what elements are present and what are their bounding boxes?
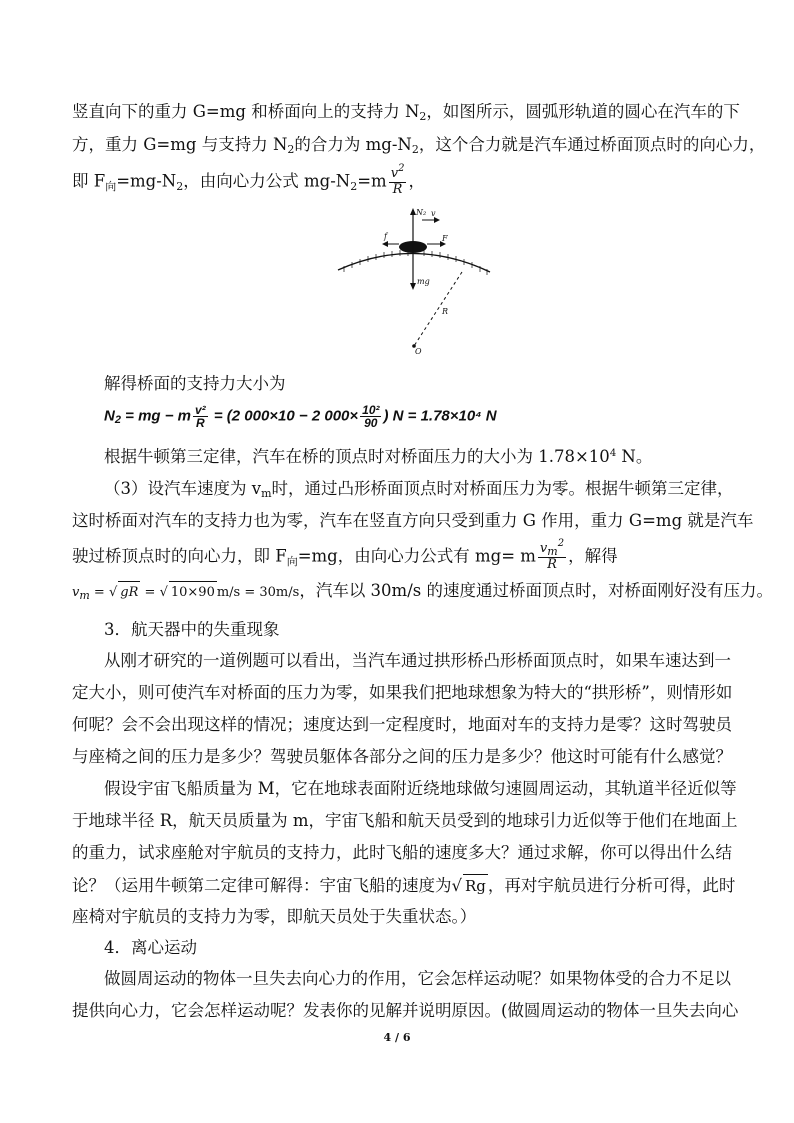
text-segment: ，这个合力就是汽车通过桥面顶点时的向心力， xyxy=(418,135,766,154)
text-segment: 解得桥面的支持力大小为 xyxy=(104,374,286,393)
bridge-force-diagram xyxy=(334,206,494,356)
math-part: = xyxy=(89,585,109,600)
denominator: R xyxy=(196,416,205,430)
text-line xyxy=(72,714,732,736)
section-heading-4: 4．离心运动 xyxy=(104,938,197,957)
text-line xyxy=(104,373,754,395)
equation-part: N xyxy=(104,407,115,425)
page-number: 4 / 6 xyxy=(383,1031,411,1044)
subscript: 2 xyxy=(411,143,419,156)
text-line: vm = √ gR = √ 10×90 m/s = 30m/s，汽车以 30m/s 的速度通过桥面顶点时，对桥面刚好没有压力。 xyxy=(72,581,773,602)
text-line xyxy=(72,163,722,197)
label-mg: mg xyxy=(417,277,430,286)
text-segment: 定大小，则可使汽车对桥面的压力为零，如果我们把地球想象为特大的“拱形桥”，则情形如 xyxy=(72,683,733,702)
denominator: 90 xyxy=(364,416,378,430)
bridge-arc xyxy=(338,253,490,272)
text-line xyxy=(72,746,732,768)
text-segment: 与座椅之间的压力是多少？驾驶员躯体各部分之间的压力是多少？他这时可能有什么感觉？ xyxy=(72,747,732,766)
superscript: 2 xyxy=(398,163,405,174)
subscript: 2 xyxy=(287,143,295,156)
text-line xyxy=(104,968,754,990)
text-segment: 即 F xyxy=(72,171,106,191)
text-segment: 这时桥面对汽车的支持力也为零，汽车在竖直方向只受到重力 G 作用，重力 G=mg 就是汽车 xyxy=(72,511,754,530)
subscript: 2 xyxy=(114,414,121,427)
text-line xyxy=(104,778,754,800)
text-line xyxy=(72,810,738,832)
text-segment: =m xyxy=(357,171,387,191)
subscript: 2 xyxy=(419,110,427,123)
equation-part: = (2 000×10 − 2 000× xyxy=(209,407,359,425)
text-segment: 何呢？会不会出现这样的情况；速度达到一定程度时，地面对车的支持力是零？这时驾驶员 xyxy=(72,715,732,734)
text-segment: 于地球半径 R，航天员质量为 m，宇宙飞船和航天员受到的地球引力近似等于他们在地面上 xyxy=(72,811,738,830)
text-segment: 驶过桥顶点时的向心力，即 F xyxy=(72,546,287,566)
sqrt-gr: gR xyxy=(118,581,140,604)
support-force-equation xyxy=(104,404,497,429)
subscript: m xyxy=(261,487,272,500)
text-segment: =mg，由向心力公式有 mg= m xyxy=(297,546,536,566)
numerator: v² xyxy=(195,403,206,417)
text-segment: 时，通过凸形桥面顶点时对桥面压力为零。根据牛顿第三定律， xyxy=(271,479,734,498)
text-segment: ，解得 xyxy=(568,546,618,566)
text-line xyxy=(72,510,754,532)
text-segment: 假设宇宙飞船质量为 M，它在地球表面附近绕地球做匀速圆周运动，其轨道半径近似等 xyxy=(104,779,737,798)
text-line xyxy=(72,134,766,158)
text-line xyxy=(72,682,733,704)
text-segment: 根据牛顿第三定律，汽车在桥的顶点时对桥面压力的大小为 1.78×10 xyxy=(104,447,610,466)
text-segment: 的重力，试求座舱对宇航员的支持力，此时飞船的速度多大？通过求解，你可以得出什么结 xyxy=(72,843,732,862)
subscript: 2 xyxy=(176,179,184,193)
arrow-head xyxy=(382,241,388,247)
text-segment: ，如图所示，圆弧形轨道的圆心在汽车的下 xyxy=(426,102,740,121)
text-line xyxy=(104,478,754,502)
subscript: 向 xyxy=(286,554,298,568)
label-r: R xyxy=(442,307,449,316)
equation-part: = mg − m xyxy=(120,407,191,425)
text-segment: 竖直向下的重力 G=mg 和桥面向上的支持力 N xyxy=(72,102,420,121)
superscript: 2 xyxy=(557,538,565,549)
label-n2: N₂ xyxy=(416,208,427,217)
text-segment: 做圆周运动的物体一旦失去向心力的作用，它会怎样运动呢？如果物体受的合力不足以 xyxy=(104,969,731,988)
subscript: m xyxy=(547,545,558,558)
text-segment: ，汽车以 30m/s 的速度通过桥面顶点时，对桥面刚好没有压力。 xyxy=(299,581,773,600)
text-segment: ，再对宇航员进行分析可得，此时 xyxy=(487,876,736,895)
text-line xyxy=(72,101,740,125)
section-heading-3: 3．航天器中的失重现象 xyxy=(104,620,280,639)
denominator: R xyxy=(392,182,403,197)
text-segment: ，由向心力公式 mg-N xyxy=(183,171,351,191)
arrow-head xyxy=(410,283,416,290)
text-segment: 提供向心力，它会怎样运动呢？发表你的见解并说明原因。(做圆周运动的物体一旦失去向心 xyxy=(72,1001,739,1020)
text-segment: 论？（运用牛顿第二定律可解得：宇宙飞船的速度为 xyxy=(72,876,452,895)
text-segment: 座椅对宇航员的支持力为零，即航天员处于失重状态。） xyxy=(72,907,477,926)
text-line xyxy=(72,906,722,928)
text-segment: 从刚才研究的一道例题可以看出，当汽车通过拱形桥凸形桥面顶点时，如果车速达到一 xyxy=(104,651,731,670)
fraction-v2-over-r xyxy=(389,163,407,197)
sqrt-rg: Rg xyxy=(463,874,488,897)
equation-part: ) N = 1.78×10⁴ N xyxy=(383,407,497,425)
fraction-vm2-over-r xyxy=(538,538,566,572)
text-line xyxy=(104,446,754,471)
math-var: v xyxy=(72,585,80,600)
text-segment: 方，重力 G=mg 与支持力 N xyxy=(72,135,288,154)
subscript: m xyxy=(79,589,90,602)
numerator: v xyxy=(539,541,548,556)
text-line xyxy=(72,1000,739,1022)
superscript: 4 xyxy=(609,448,617,459)
text-segment: N。 xyxy=(616,447,653,466)
text-segment: =mg-N xyxy=(116,171,177,191)
denominator: R xyxy=(547,557,557,572)
text-line xyxy=(72,538,722,572)
label-o: O xyxy=(415,347,422,356)
fraction xyxy=(360,404,381,429)
label-traction: F xyxy=(442,234,448,243)
text-line xyxy=(72,842,732,864)
sqrt-value: 10×90 xyxy=(169,581,217,604)
subscript: 向 xyxy=(105,179,117,193)
text-line xyxy=(104,650,754,672)
text-segment: （3）设汽车速度为 v xyxy=(104,479,262,498)
text-segment: 的合力为 mg-N xyxy=(294,135,412,154)
numerator: 10² xyxy=(362,403,380,417)
text-line: 论？（运用牛顿第二定律可解得：宇宙飞船的速度为√ Rg ，再对宇航员进行分析可得，此时 xyxy=(72,876,736,895)
numerator: v xyxy=(390,166,399,181)
subscript: 2 xyxy=(350,179,358,193)
text-segment: ， xyxy=(408,171,425,191)
label-v: v xyxy=(431,209,436,218)
fraction xyxy=(193,404,208,429)
math-part: m/s = 30m/s xyxy=(216,585,300,600)
math-part: = xyxy=(140,585,160,600)
label-friction: f xyxy=(384,232,387,241)
